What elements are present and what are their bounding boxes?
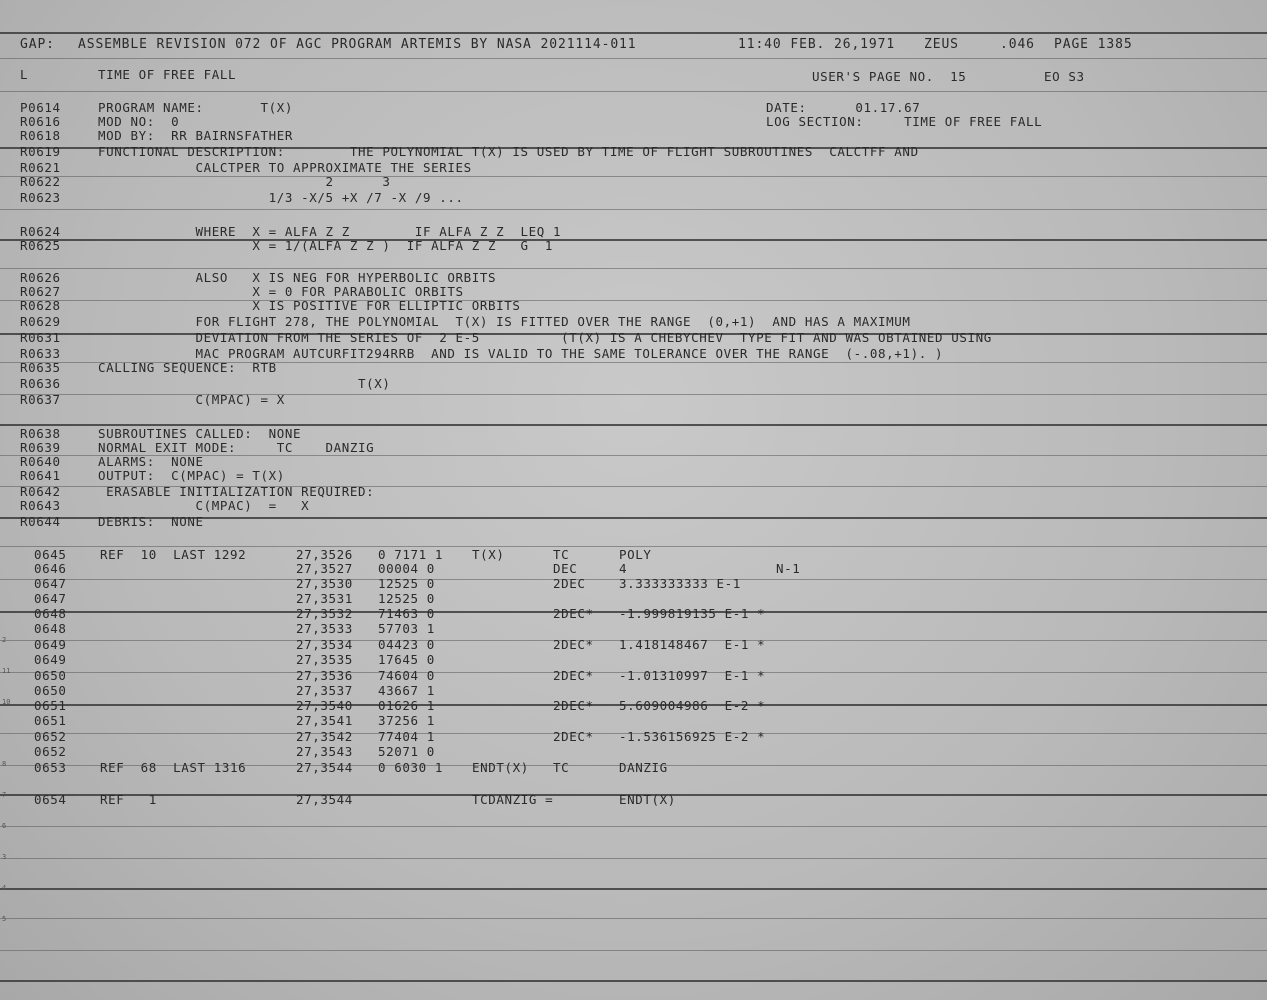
gap-label: GAP:: [20, 37, 55, 52]
code-line-number: 0648: [34, 621, 67, 636]
opcode: 2DEC*: [553, 637, 594, 652]
symbol-label: T(X): [472, 547, 505, 562]
octal-word: 57703 1: [378, 621, 435, 636]
code-line-number: 0654: [34, 792, 67, 807]
address-field: 27,3543: [296, 744, 353, 759]
comment-line-number: R0626: [20, 270, 61, 285]
operand: 1.418148467 E-1 *: [619, 637, 766, 652]
comment-text: MOD BY: RR BAIRNSFATHER: [98, 128, 294, 143]
operand: -1.536156925 E-2 *: [619, 729, 766, 744]
comment-text: PROGRAM NAME: T(X): [98, 100, 294, 115]
code-line-number: 0649: [34, 637, 67, 652]
comment-text: OUTPUT: C(MPAC) = T(X): [98, 468, 285, 483]
comment-text: 2 3: [98, 174, 391, 189]
comment-text: FOR FLIGHT 278, THE POLYNOMIAL T(X) IS FITTED OVER THE RANGE (0,+1) AND HAS A MAXIMUM: [98, 314, 911, 329]
margin-mark: 2: [2, 636, 7, 644]
margin-mark: 10: [2, 698, 11, 706]
code-line-number: 0650: [34, 668, 67, 683]
date-label: DATE: 01.17.67: [766, 100, 921, 115]
revision-code: .046: [1000, 37, 1035, 52]
comment-line-number: R0635: [20, 360, 61, 375]
code-line-number: 0648: [34, 606, 67, 621]
comment-text: X = 0 FOR PARABOLIC ORBITS: [98, 284, 464, 299]
address-field: 27,3536: [296, 668, 353, 683]
comment-line-number: R0637: [20, 392, 61, 407]
operand: 3.333333333 E-1: [619, 576, 741, 591]
comment-line-number: R0625: [20, 238, 61, 253]
comment-line-number: R0639: [20, 440, 61, 455]
code-line-number: 0650: [34, 683, 67, 698]
operand: 4: [619, 561, 628, 576]
address-field: 27,3526: [296, 547, 353, 562]
code-line-number: 0651: [34, 698, 67, 713]
address-field: 27,3534: [296, 637, 353, 652]
comment-field: N-1: [776, 561, 801, 576]
comment-text: SUBROUTINES CALLED: NONE: [98, 426, 302, 441]
comment-line-number: R0622: [20, 174, 61, 189]
opcode: 2DEC*: [553, 668, 594, 683]
octal-word: 37256 1: [378, 713, 435, 728]
comment-line-number: R0621: [20, 160, 61, 175]
comment-line-number: R0643: [20, 498, 61, 513]
users-page-number: USER'S PAGE NO. 15: [812, 69, 967, 84]
address-field: 27,3540: [296, 698, 353, 713]
opcode: TC: [553, 760, 570, 775]
comment-text: CALLING SEQUENCE: RTB: [98, 360, 277, 375]
operand: -1.01310997 E-1 *: [619, 668, 766, 683]
comment-text: DEVIATION FROM THE SERIES OF 2 E-5 (T(X) IS A CHEBYCHEV TYPE FIT AND WAS OBTAINED USING: [98, 330, 992, 345]
opcode: 2DEC*: [553, 606, 594, 621]
comment-line-number: R0628: [20, 298, 61, 313]
margin-mark: 6: [2, 822, 7, 830]
margin-mark: 5: [2, 915, 7, 923]
comment-line-number: R0631: [20, 330, 61, 345]
comment-line-number: P0614: [20, 100, 61, 115]
octal-word: 0 7171 1: [378, 547, 444, 562]
user-name: ZEUS: [924, 37, 959, 52]
comment-line-number: R0624: [20, 224, 61, 239]
comment-text: X IS POSITIVE FOR ELLIPTIC ORBITS: [98, 298, 521, 313]
code-line-number: 0645: [34, 547, 67, 562]
comment-line-number: R0641: [20, 468, 61, 483]
comment-line-number: R0627: [20, 284, 61, 299]
address-field: 27,3541: [296, 713, 353, 728]
reference-field: REF 10 LAST 1292: [100, 547, 247, 562]
comment-text: C(MPAC) = X: [98, 498, 310, 513]
octal-word: 01626 1: [378, 698, 435, 713]
octal-word: 77404 1: [378, 729, 435, 744]
address-field: 27,3544: [296, 760, 353, 775]
comment-line-number: R0638: [20, 426, 61, 441]
code-line-number: 0652: [34, 744, 67, 759]
operand: 5.609004986 E-2 *: [619, 698, 766, 713]
code-line-number: 0649: [34, 652, 67, 667]
comment-text: ALSO X IS NEG FOR HYPERBOLIC ORBITS: [98, 270, 497, 285]
section-title: TIME OF FREE FALL: [98, 67, 237, 82]
octal-word: 0 6030 1: [378, 760, 444, 775]
code-line-number: 0646: [34, 561, 67, 576]
operand: -1.999819135 E-1 *: [619, 606, 766, 621]
margin-mark: 8: [2, 760, 7, 768]
address-field: 27,3530: [296, 576, 353, 591]
page-number: PAGE 1385: [1054, 37, 1133, 52]
comment-line-number: R0644: [20, 514, 61, 529]
print-timestamp: 11:40 FEB. 26,1971: [738, 37, 896, 52]
comment-text: MOD NO: 0: [98, 114, 180, 129]
code-line-number: 0651: [34, 713, 67, 728]
opcode: 2DEC: [553, 576, 586, 591]
comment-text: 1/3 -X/5 +X /7 -X /9 ...: [98, 190, 464, 205]
reference-field: REF 68 LAST 1316: [100, 760, 247, 775]
octal-word: 04423 0: [378, 637, 435, 652]
octal-word: 43667 1: [378, 683, 435, 698]
comment-text: NORMAL EXIT MODE: TC DANZIG: [98, 440, 375, 455]
code-line-number: 0647: [34, 591, 67, 606]
log-marker: L: [20, 67, 29, 82]
comment-text: T(X): [98, 376, 391, 391]
comment-text: X = 1/(ALFA Z Z ) IF ALFA Z Z G 1: [98, 238, 554, 253]
comment-line-number: R0629: [20, 314, 61, 329]
comment-text: CALCTPER TO APPROXIMATE THE SERIES: [98, 160, 472, 175]
comment-line-number: R0623: [20, 190, 61, 205]
address-field: 27,3542: [296, 729, 353, 744]
address-field: 27,3531: [296, 591, 353, 606]
operand: ENDT(X): [619, 792, 676, 807]
comment-text: WHERE X = ALFA Z Z IF ALFA Z Z LEQ 1: [98, 224, 562, 239]
code-line-number: 0652: [34, 729, 67, 744]
octal-word: 74604 0: [378, 668, 435, 683]
comment-text: FUNCTIONAL DESCRIPTION: THE POLYNOMIAL T(X) IS USED BY TIME OF FLIGHT SUBROUTINES CALCTFF AND: [98, 144, 919, 159]
margin-mark: 3: [2, 853, 7, 861]
comment-line-number: R0640: [20, 454, 61, 469]
octal-word: 17645 0: [378, 652, 435, 667]
margin-mark: 11: [2, 667, 11, 675]
opcode: 2DEC*: [553, 698, 594, 713]
address-field: 27,3537: [296, 683, 353, 698]
comment-line-number: R0636: [20, 376, 61, 391]
address-field: 27,3533: [296, 621, 353, 636]
code-line-number: 0647: [34, 576, 67, 591]
address-field: 27,3535: [296, 652, 353, 667]
octal-word: 52071 0: [378, 744, 435, 759]
octal-word: 71463 0: [378, 606, 435, 621]
log-section-label: LOG SECTION: TIME OF FREE FALL: [766, 114, 1043, 129]
symbol-label: TCDANZIG =: [472, 792, 554, 807]
comment-text: DEBRIS: NONE: [98, 514, 204, 529]
assemble-title: ASSEMBLE REVISION 072 OF AGC PROGRAM ARTEMIS BY NASA 2021114-011: [78, 37, 637, 52]
octal-word: 00004 0: [378, 561, 435, 576]
comment-text: MAC PROGRAM AUTCURFIT294RRB AND IS VALID TO THE SAME TOLERANCE OVER THE RANGE (-.08,+1). ): [98, 346, 944, 361]
octal-word: 12525 0: [378, 576, 435, 591]
comment-line-number: R0616: [20, 114, 61, 129]
eo-marker: EO S3: [1044, 69, 1085, 84]
margin-mark: 7: [2, 791, 7, 799]
address-field: 27,3532: [296, 606, 353, 621]
reference-field: REF 1: [100, 792, 157, 807]
opcode: DEC: [553, 561, 578, 576]
comment-text: ALARMS: NONE: [98, 454, 204, 469]
opcode: TC: [553, 547, 570, 562]
comment-text: ERASABLE INITIALIZATION REQUIRED:: [98, 484, 375, 499]
comment-line-number: R0618: [20, 128, 61, 143]
address-field: 27,3527: [296, 561, 353, 576]
address-field: 27,3544: [296, 792, 353, 807]
operand: POLY: [619, 547, 652, 562]
comment-text: C(MPAC) = X: [98, 392, 285, 407]
code-line-number: 0653: [34, 760, 67, 775]
operand: DANZIG: [619, 760, 668, 775]
octal-word: 12525 0: [378, 591, 435, 606]
margin-mark: 4: [2, 884, 7, 892]
comment-line-number: R0619: [20, 144, 61, 159]
comment-line-number: R0642: [20, 484, 61, 499]
comment-line-number: R0633: [20, 346, 61, 361]
opcode: 2DEC*: [553, 729, 594, 744]
symbol-label: ENDT(X): [472, 760, 529, 775]
